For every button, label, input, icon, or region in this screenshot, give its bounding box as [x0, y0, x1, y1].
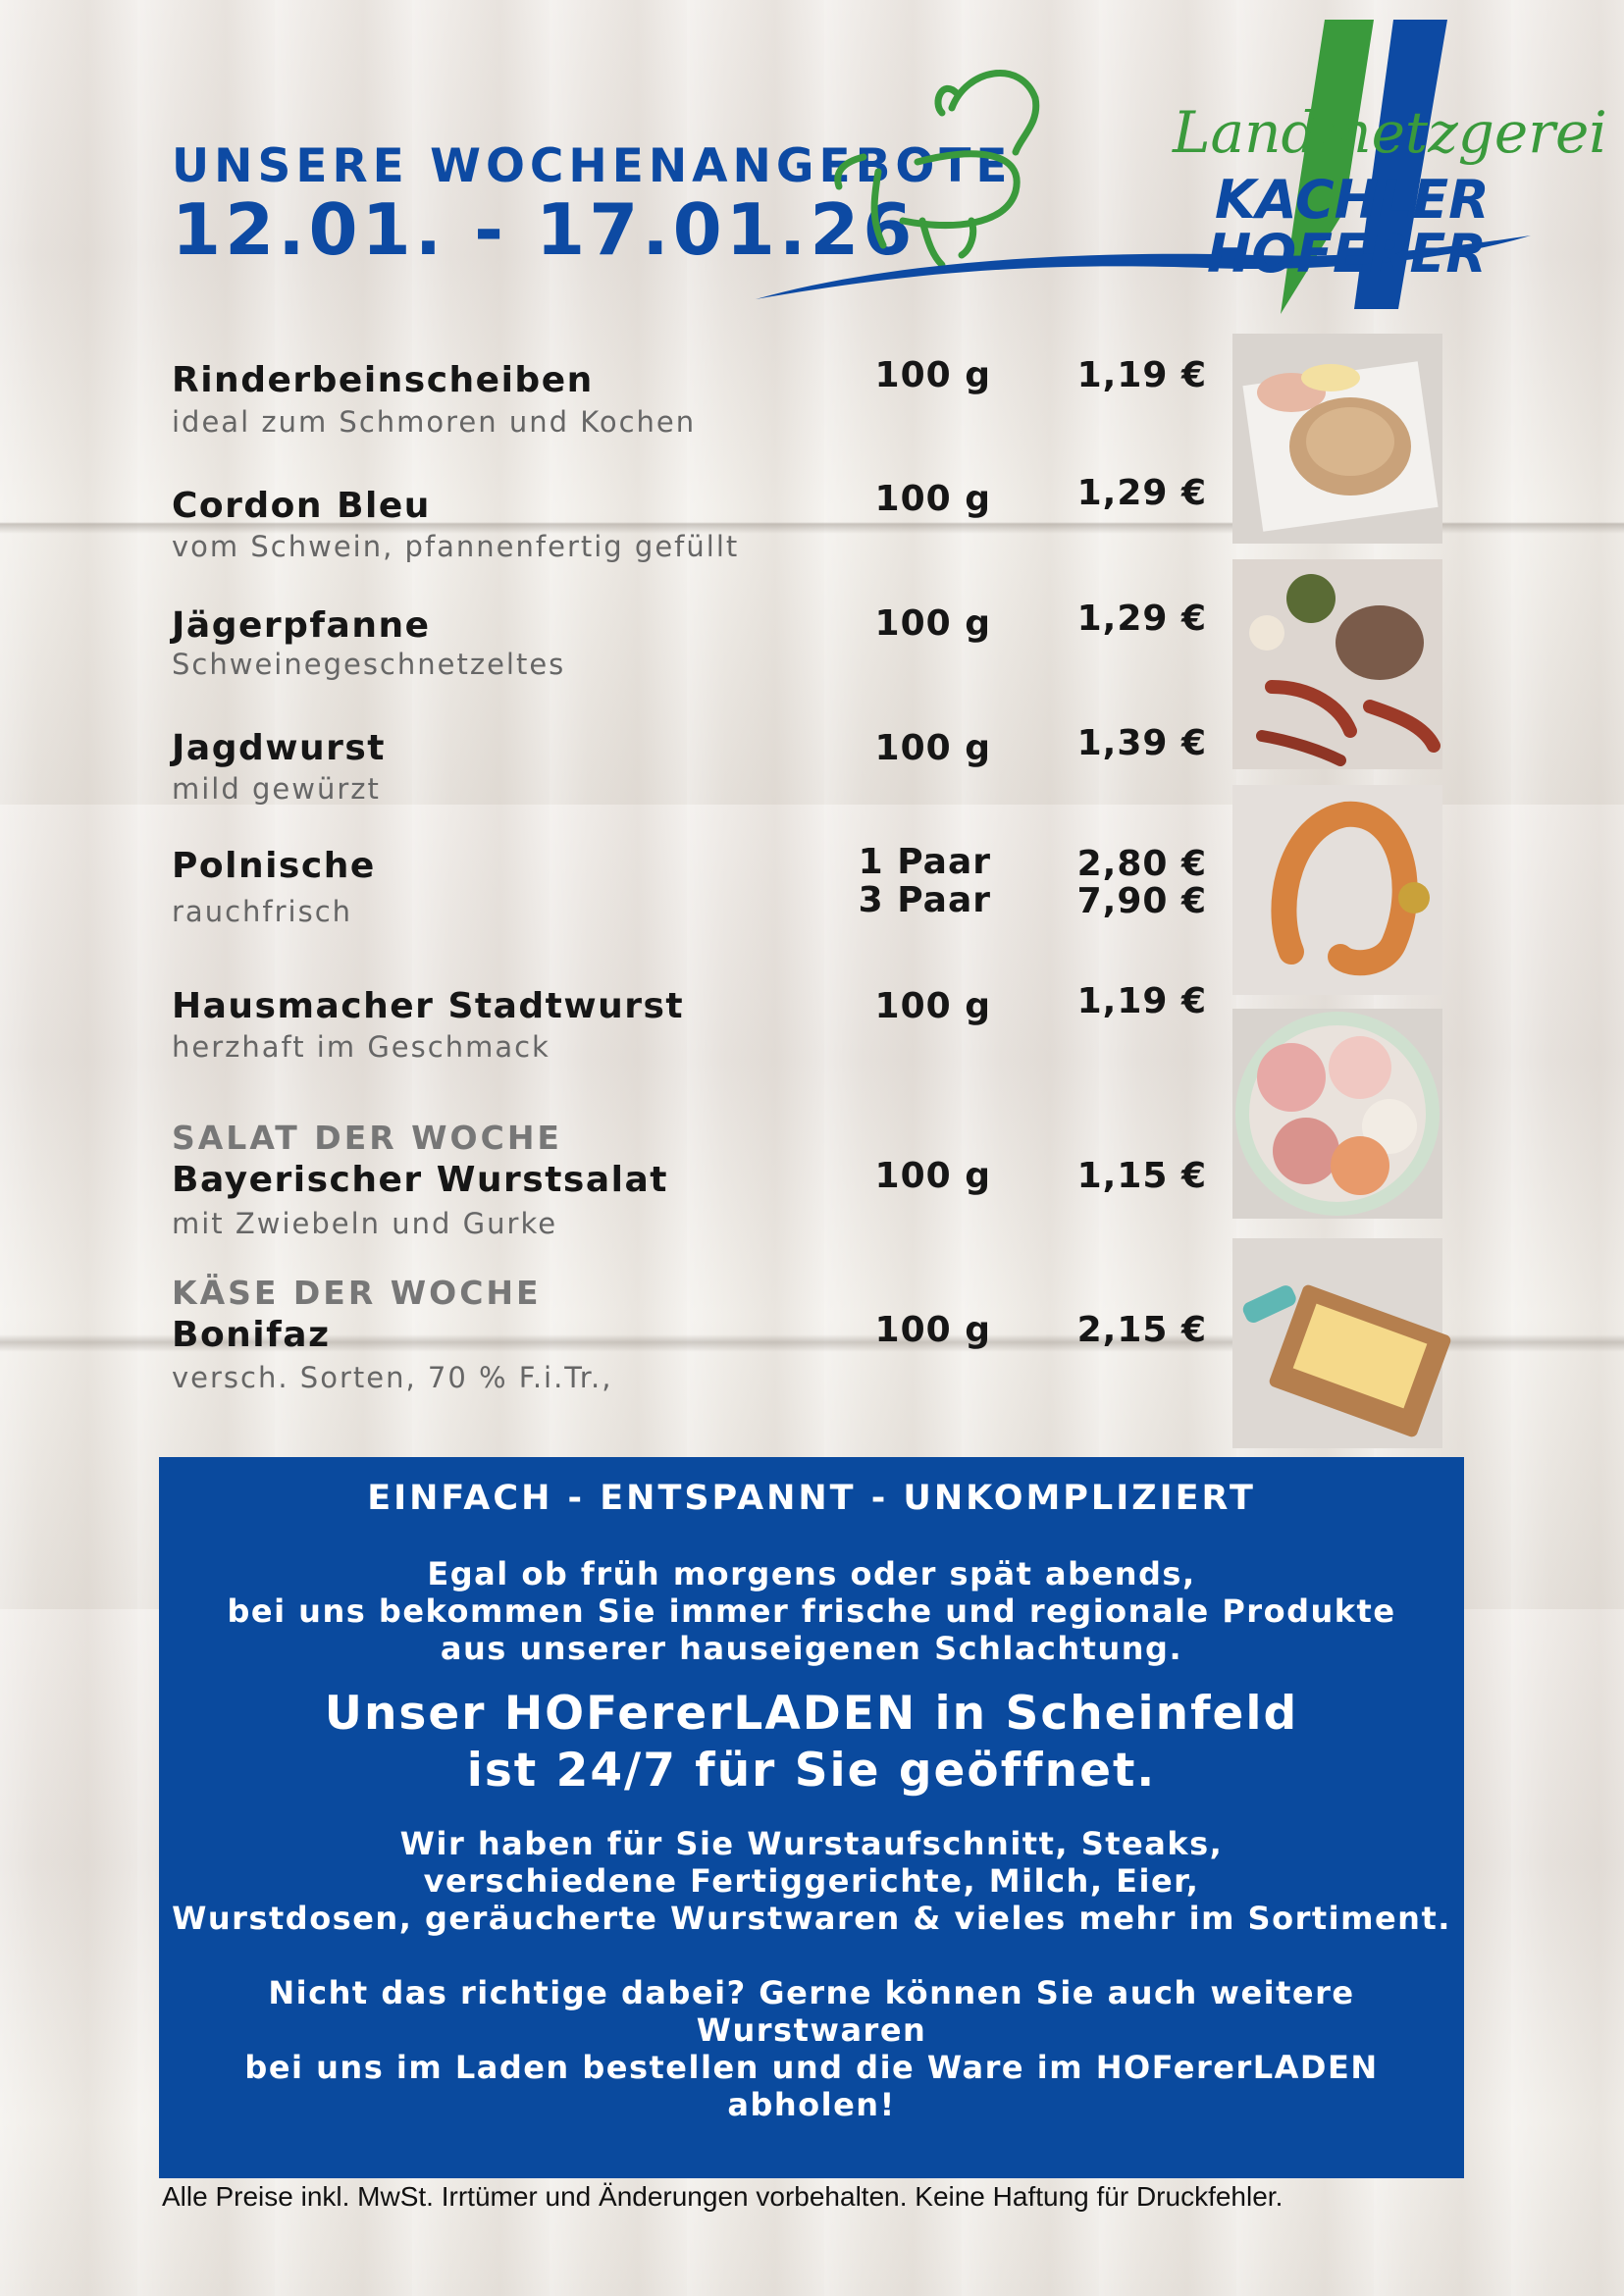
- product-price: 1,15 €: [1076, 1156, 1207, 1196]
- lyoner-ring-image: [1232, 785, 1442, 995]
- product-name: Jagdwurst: [172, 728, 387, 768]
- info-line: bei uns im Laden bestellen und die Ware im HOFererLADEN abholen!: [244, 2049, 1379, 2123]
- info-title: EINFACH - ENTSPANNT - UNKOMPLIZIERT: [367, 1479, 1256, 1518]
- product-price: 1,29 €: [1076, 473, 1207, 513]
- product-qty: 1 Paar: [858, 842, 991, 882]
- product-desc: vom Schwein, pfannenfertig gefüllt: [172, 530, 740, 563]
- product-desc: herzhaft im Geschmack: [172, 1030, 550, 1064]
- info-line: Nicht das richtige dabei? Gerne können Sie auch weitere Wurstwaren: [268, 1974, 1355, 2049]
- product-price: 1,29 €: [1076, 599, 1207, 639]
- product-qty: 100 g: [874, 479, 991, 519]
- product-name: Cordon Bleu: [172, 486, 431, 526]
- product-qty-2: 3 Paar: [858, 880, 991, 920]
- product-desc: mild gewürzt: [172, 772, 381, 806]
- offers-date-range: 12.01. - 17.01.26: [172, 188, 917, 271]
- product-desc: Schweinegeschnetzeltes: [172, 648, 566, 681]
- butcher-logo: [746, 15, 1607, 329]
- product-name: Bonifaz: [172, 1315, 331, 1355]
- product-qty: 100 g: [874, 355, 991, 395]
- info-line: Wurstdosen, geräucherte Wurstwaren & vieles mehr im Sortiment.: [172, 1900, 1451, 1937]
- logo-line1: Landmetzgerei: [1173, 99, 1607, 166]
- info-box: [159, 1457, 1464, 2178]
- product-category: SALAT DER WOCHE: [172, 1119, 562, 1157]
- product-name: Bayerischer Wurstsalat: [172, 1160, 668, 1200]
- product-qty: 100 g: [874, 986, 991, 1026]
- product-price-2: 7,90 €: [1076, 881, 1207, 921]
- product-price: 2,80 €: [1076, 844, 1207, 884]
- info-line: Egal ob früh morgens oder spät abends,: [427, 1555, 1196, 1592]
- product-desc: versch. Sorten, 70 % F.i.Tr.,: [172, 1361, 613, 1394]
- info-headline-line: Unser HOFererLADEN in Scheinfeld: [324, 1687, 1299, 1741]
- product-qty: 100 g: [874, 603, 991, 644]
- product-qty: 100 g: [874, 1310, 991, 1350]
- product-qty: 100 g: [874, 728, 991, 768]
- bull-icon: [838, 74, 1036, 265]
- product-desc: rauchfrisch: [172, 895, 353, 928]
- product-qty: 100 g: [874, 1156, 991, 1196]
- product-name: Hausmacher Stadtwurst: [172, 986, 685, 1026]
- info-paragraph-3: [159, 1974, 1464, 2123]
- info-paragraph-2: [159, 1825, 1464, 1937]
- footer-disclaimer: Alle Preise inkl. MwSt. Irrtümer und Änderungen vorbehalten. Keine Haftung für Druckfehler.: [162, 2181, 1283, 2212]
- product-desc: ideal zum Schmoren und Kochen: [172, 405, 697, 439]
- info-line: bei uns bekommen Sie immer frische und regionale Produkte: [227, 1592, 1396, 1630]
- product-price: 1,19 €: [1076, 981, 1207, 1021]
- sausage-bowl-image: [1232, 559, 1442, 769]
- logo-line3: HOFERER: [1207, 223, 1487, 285]
- product-category: KÄSE DER WOCHE: [172, 1274, 542, 1312]
- cheese-board-image: [1232, 1238, 1442, 1448]
- product-price: 2,15 €: [1076, 1310, 1207, 1350]
- info-line: aus unserer hauseigenen Schlachtung.: [440, 1630, 1183, 1667]
- product-price: 1,19 €: [1076, 355, 1207, 395]
- product-desc: mit Zwiebeln und Gurke: [172, 1207, 558, 1240]
- info-line: verschiedene Fertiggerichte, Milch, Eier,: [423, 1862, 1200, 1900]
- info-headline-line: ist 24/7 für Sie geöffnet.: [466, 1744, 1157, 1798]
- info-paragraph-1: [159, 1555, 1464, 1667]
- info-line: Wir haben für Sie Wurstaufschnitt, Steaks,: [399, 1825, 1224, 1862]
- product-name: Jägerpfanne: [172, 605, 431, 646]
- info-headline: [159, 1686, 1464, 1800]
- product-name: Polnische: [172, 846, 376, 886]
- product-name: Rinderbeinscheiben: [172, 360, 594, 400]
- product-price: 1,39 €: [1076, 723, 1207, 763]
- cold-cuts-plate-image: [1232, 1009, 1442, 1219]
- logo-line2: KACHLER: [1215, 169, 1490, 231]
- meat-platter-image: [1232, 334, 1442, 544]
- offers-kicker: UNSERE WOCHENANGEBOTE: [172, 139, 1013, 193]
